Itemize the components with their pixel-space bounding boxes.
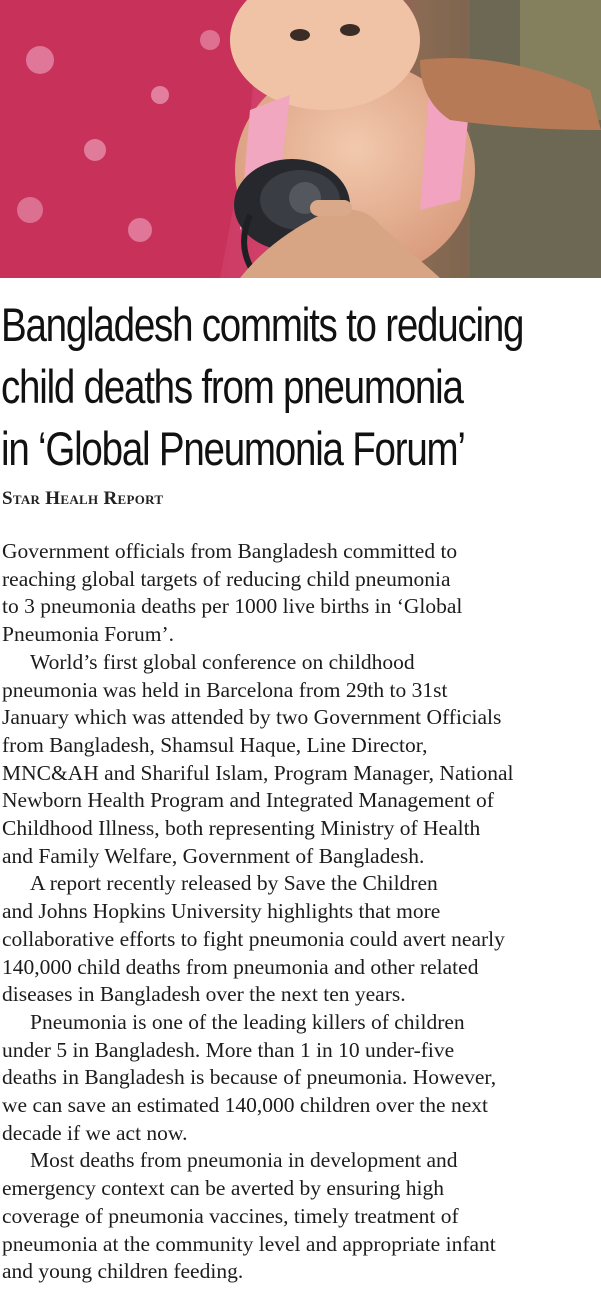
paragraph: [2, 1009, 600, 1148]
paragraph: [2, 1147, 600, 1286]
text-line: pneumonia at the community level and appropriate infant: [2, 1231, 496, 1256]
text-line: coverage of pneumonia vaccines, timely treatment of: [2, 1203, 459, 1228]
text-line: Pneumonia Forum’.: [2, 622, 174, 647]
text-line: Newborn Health Program and Integrated Management of: [2, 788, 494, 813]
text-line: emergency context can be averted by ensuring high: [2, 1176, 444, 1201]
text-line: reaching global targets of reducing child pneumonia: [2, 566, 451, 591]
paragraph: [2, 538, 600, 649]
text-line: collaborative efforts to fight pneumonia could avert nearly: [2, 926, 505, 951]
text-line: from Bangladesh, Shamsul Haque, Line Director,: [2, 732, 428, 757]
text-line: diseases in Bangladesh over the next ten years.: [2, 982, 406, 1007]
text-line: and Family Welfare, Government of Bangladesh.: [2, 843, 425, 868]
text-line: MNC&AH and Shariful Islam, Program Manager, National: [2, 760, 514, 785]
text-line: Government officials from Bangladesh committed to: [2, 539, 458, 563]
article-headline: [1, 294, 524, 480]
text-line: 140,000 child deaths from pneumonia and other related: [2, 954, 479, 979]
text-line: and young children feeding.: [2, 1259, 244, 1284]
text-line: decade if we act now.: [2, 1120, 188, 1145]
article-body: [2, 538, 600, 1286]
byline: Star Healh Report: [2, 488, 164, 509]
text-line: to 3 pneumonia deaths per 1000 live births in ‘Global: [2, 594, 463, 619]
text-line: and Johns Hopkins University highlights that more: [2, 899, 441, 924]
text-line: we can save an estimated 140,000 children over the next: [2, 1093, 488, 1118]
text-line: Pneumonia is one of the leading killers of children: [30, 1009, 465, 1034]
text-line: pneumonia was held in Barcelona from 29th to 31st: [2, 677, 448, 702]
text-line: Childhood Illness, both representing Ministry of Health: [2, 816, 481, 841]
text-line: January which was attended by two Government Officials: [2, 705, 502, 730]
stethoscope-photo-icon: [0, 0, 601, 278]
paragraph: [2, 649, 600, 871]
headline-line: in ‘Global Pneumonia Forum’: [1, 422, 465, 475]
text-line: A report recently released by Save the Children: [30, 871, 438, 896]
text-line: World’s first global conference on childhood: [30, 649, 415, 674]
article-photo: [0, 0, 601, 278]
paragraph: [2, 870, 600, 1009]
headline-line: child deaths from pneumonia: [1, 360, 463, 413]
text-line: deaths in Bangladesh is because of pneumonia. However,: [2, 1065, 497, 1090]
headline-line: Bangladesh commits to reducing: [1, 298, 524, 351]
text-line: under 5 in Bangladesh. More than 1 in 10 under-five: [2, 1037, 455, 1062]
text-line: Most deaths from pneumonia in development and: [30, 1148, 458, 1173]
